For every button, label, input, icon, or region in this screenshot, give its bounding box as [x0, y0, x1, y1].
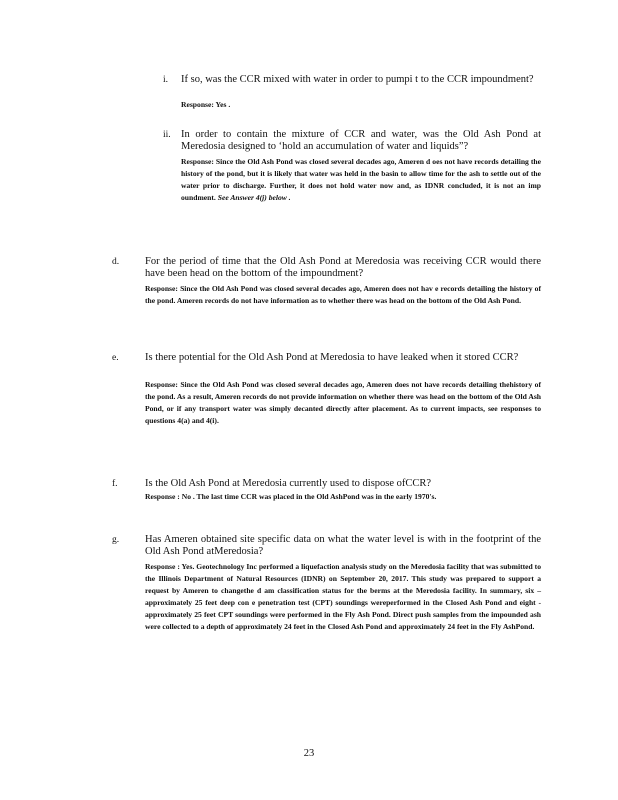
item-label: e. — [112, 353, 119, 363]
item-label: g. — [112, 535, 120, 545]
question-text: Is the Old Ash Pond at Meredosia currently used to dispose ofCCR? — [145, 478, 432, 489]
item-label: f. — [112, 479, 118, 489]
response-body: Response: Since the Old Ash Pond was closed several decades ago, Ameren d oes not have records detailing the history of the pond, but it is likely that water was held in the basin to allow time for the ash to settle out of the water prior to discharge. Further, it does not hold water now and, as IDNR concluded, it is not an imp oundment. — [181, 157, 541, 202]
question-text: If so, was the CCR mixed with water in order to pumpi t to the CCR impoundment? — [181, 74, 534, 85]
question-text: Has Ameren obtained site specific data on what the water level is with in the footprint of the Old Ash Pond atMeredosia? — [145, 534, 541, 557]
item-label: ii. — [163, 130, 171, 140]
response-text: Response : No . The last time CCR was placed in the Old AshPond was in the early 1970's. — [145, 492, 437, 501]
item-label: i. — [163, 75, 169, 85]
question-text: In order to contain the mixture of CCR and water, was the Old Ash Pond at Meredosia designed to ‘hold an accumulation of water and liquids”? — [181, 129, 541, 152]
response-text: Response : Yes. Geotechnology Inc performed a liquefaction analysis study on the Meredosia facility that was submitted to the Illinois Department of Natural Resources (IDNR) on September 20, 2017. This study was prepared to support a request by Ameren to changethe d am classification status for the berms at the Meredosia facility. In summary, six – approximately 25 feet deep con e penetration test (CPT) soundings wereperformed in the Closed Ash Pond and eight - approximately 25 feet CPT soundings were performed in the Fly Ash Pond. Direct push samples from the impounded ash were collected to a depth of approximately 24 feet in the Closed Ash Pond and approximately 24 feet in the Fly AshPond. — [145, 562, 541, 631]
question-text: Is there potential for the Old Ash Pond at Meredosia to have leaked when it stored CCR? — [145, 352, 519, 363]
response-text — [181, 156, 541, 204]
question-text: For the period of time that the Old Ash Pond at Meredosia was receiving CCR would there have been head on the bottom of the impoundment? — [145, 256, 541, 279]
page-number: 23 — [303, 748, 315, 759]
response-text: Response: Since the Old Ash Pond was closed several decades ago, Ameren does not have records detailing thehistory of the pond. As a result, Ameren records do not provide information on whether there was head on the bottom of the Old Ash Pond, or if any transport water was simply decanted directly after placement. As to current impacts, see responses to questions 4(a) and 4(i). — [145, 380, 541, 425]
response-text: Response: Since the Old Ash Pond was closed several decades ago, Ameren does not hav e records detailing the history of the pond. Ameren records do not have information as to whether there was head on the bottom of the Old Ash Pond. — [145, 284, 541, 305]
see-reference: See Answer 4(j) below . — [217, 193, 291, 202]
item-label: d. — [112, 257, 120, 267]
response-text: Response: Yes . — [181, 100, 231, 109]
